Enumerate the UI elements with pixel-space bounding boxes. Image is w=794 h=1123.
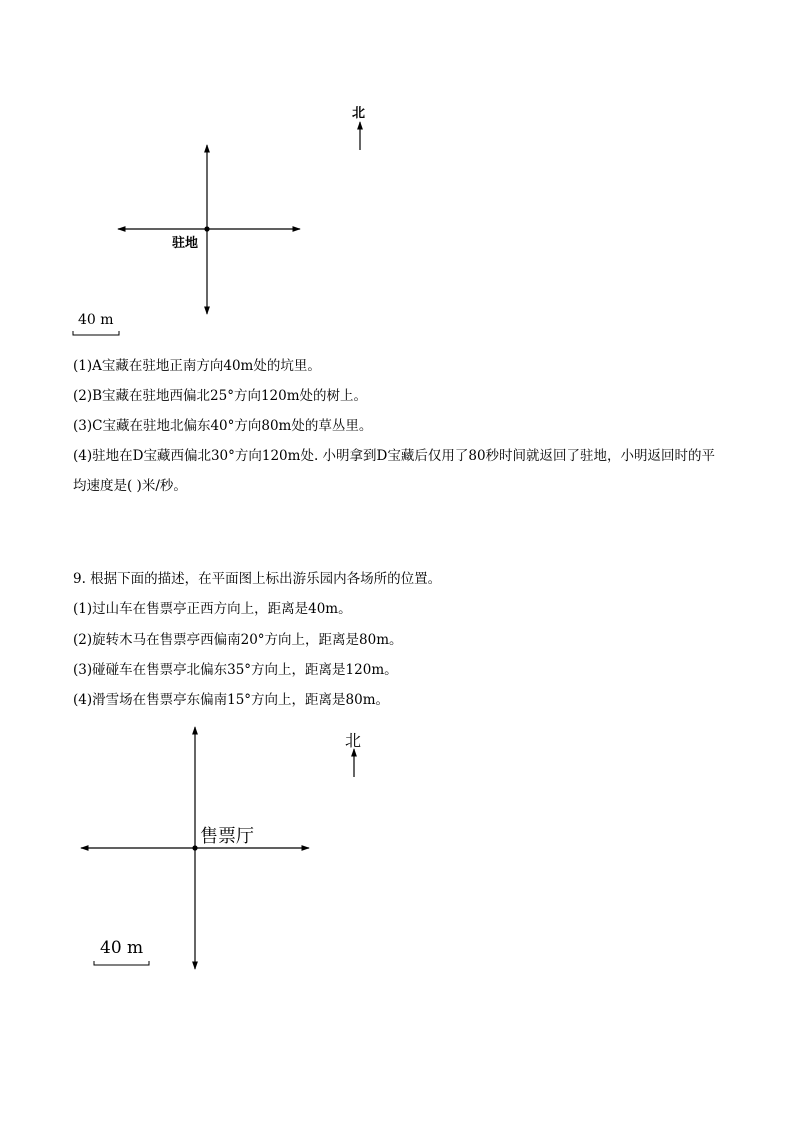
origin-point-2: [192, 845, 197, 850]
scale-bar-2: [94, 961, 149, 965]
list-item: (1)过山车在售票亭正西方向上，距离是40m。: [73, 601, 352, 617]
scale-label-2: 40 m: [100, 938, 144, 958]
origin-label-1: 驻地: [172, 236, 199, 251]
list-item: (4)驻地在D宝藏西偏北30°方向120m处. 小明拿到D宝藏后仅用了80秒时间就返回了驻地，小明返回时的平均速度是( )米/秒。: [73, 448, 716, 494]
list-item: (2)B宝藏在驻地西偏北25°方向120m处的树上。: [73, 388, 368, 404]
origin-label-2: 售票厅: [200, 826, 254, 847]
list-item: (3)C宝藏在驻地北偏东40°方向80m处的草丛里。: [73, 418, 373, 434]
list-item: (4)滑雪场在售票亭东偏南15°方向上，距离是80m。: [73, 692, 390, 708]
list-item: (2)旋转木马在售票亭西偏南20°方向上，距离是80m。: [73, 632, 403, 648]
list-item: (3)碰碰车在售票亭北偏东35°方向上，距离是120m。: [73, 662, 398, 678]
north-label-1: 北: [352, 106, 366, 121]
list-item: (1)A宝藏在驻地正南方向40m处的坑里。: [73, 358, 321, 374]
question-title: 9. 根据下面的描述，在平面图上标出游乐园内各场所的位置。: [73, 571, 442, 587]
north-label-2: 北: [345, 731, 362, 750]
scale-label-1: 40 m: [78, 312, 114, 328]
